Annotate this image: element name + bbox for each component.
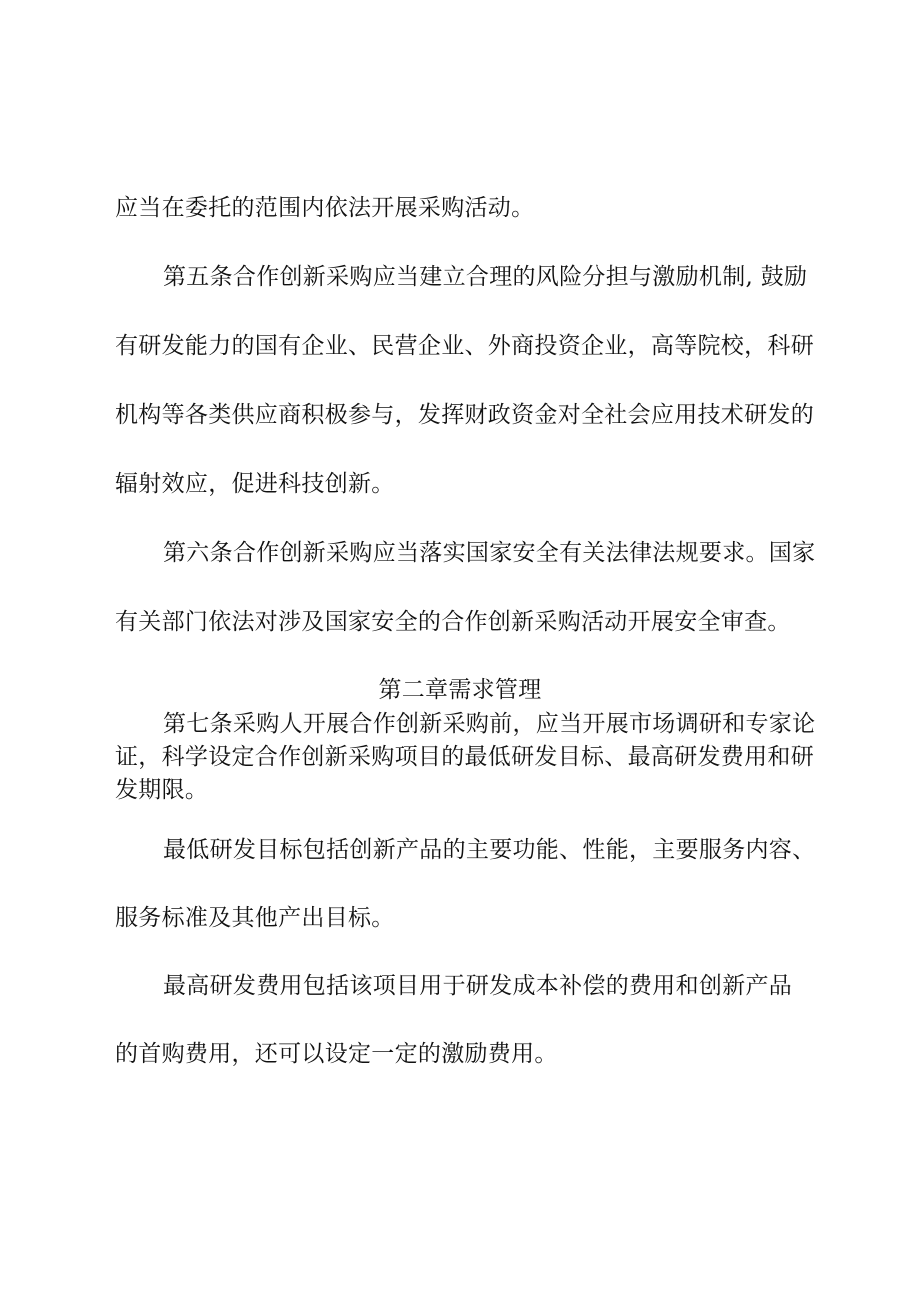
paragraph-line-article6-2: 有关部门依法对涉及国家安全的合作创新采购活动开展安全审查。	[115, 609, 791, 635]
paragraph-line-article5-2: 有研发能力的国有企业、民营企业、外商投资企业，高等院校，科研	[115, 333, 814, 359]
paragraph-line-article5-3: 机构等各类供应商积极参与，发挥财政资金对全社会应用技术研发的	[115, 402, 814, 428]
paragraph-line-max-cost-2: 的首购费用，还可以设定一定的激励费用。	[115, 1041, 558, 1067]
paragraph-line-article5-1: 第五条合作创新采购应当建立合理的风险分担与激励机制, 鼓励	[163, 264, 808, 290]
paragraph-line-max-cost-1: 最高研发费用包括该项目用于研发成本补偿的费用和创新产品	[163, 973, 793, 999]
paragraph-line-article4-tail: 应当在委托的范围内依法开展采购活动。	[115, 195, 535, 221]
paragraph-line-min-target-2: 服务标准及其他产出目标。	[115, 905, 395, 931]
paragraph-line-article7-2: 证，科学设定合作创新采购项目的最低研发目标、最高研发费用和研	[115, 744, 814, 770]
paragraph-line-article6-1: 第六条合作创新采购应当落实国家安全有关法律法规要求。国家	[163, 540, 816, 566]
chapter-heading: 第二章需求管理	[378, 677, 542, 703]
paragraph-line-min-target-1: 最低研发目标包括创新产品的主要功能、性能，主要服务内容、	[163, 837, 816, 863]
paragraph-line-article5-4: 辐射效应，促进科技创新。	[115, 471, 395, 497]
paragraph-line-article7-3: 发期限。	[115, 777, 209, 803]
paragraph-line-article7-1: 第七条采购人开展合作创新采购前，应当开展市场调研和专家论	[163, 711, 816, 737]
